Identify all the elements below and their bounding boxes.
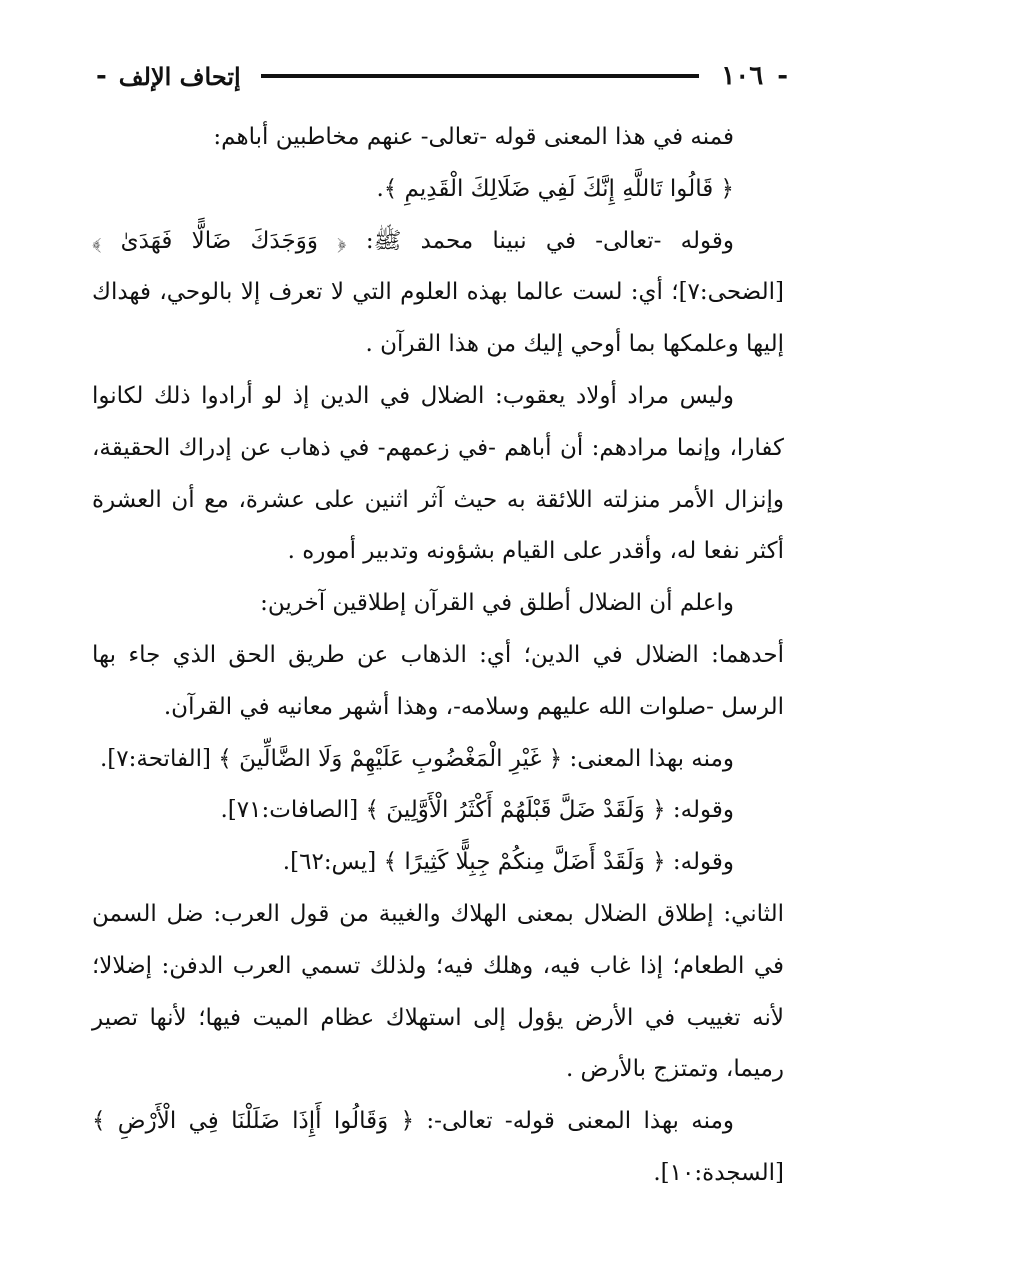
body-text: [92, 112, 784, 1200]
running-title: إتحاف الإلف: [118, 61, 241, 91]
page-number: ١٠٦: [721, 61, 764, 91]
quran-verse: ومنه بهذا المعنى: ﴿ غَيْرِ الْمَغْضُوبِ عَلَيْهِمْ وَلَا الضَّالِّينَ ﴾ [الفاتحة:٧].: [99, 745, 734, 772]
quran-verse: وقوله: ﴿ وَلَقَدْ ضَلَّ قَبْلَهُمْ أَكْثَرُ الْأَوَّلِينَ ﴾ [الصافات:٧١].: [220, 797, 734, 824]
paragraph: فمنه في هذا المعنى قوله -تعالى- عنهم مخاطبين أباهم:: [213, 124, 734, 150]
paragraph: الثاني: إطلاق الضلال بمعنى الهلاك والغيبة من قول العرب: ضل السمن في الطعام؛ إذا غاب فيه، وهلك فيه؛ ولذلك تسمي العرب الدفن: إضلالا؛ لأنه تغييب في الأرض يؤول إلى استهلاك عظام الميت فيها؛ لأنها تصير رميما، وتمتزج بالأرض .: [92, 900, 784, 1083]
paragraph: واعلم أن الضلال أطلق في القرآن إطلاقين آخرين:: [260, 590, 734, 617]
header-dash: -: [96, 61, 107, 91]
quran-verse: وقوله: ﴿ وَلَقَدْ أَضَلَّ مِنكُمْ جِبِلًّا كَثِيرًا ﴾ [يس:٦٢].: [282, 849, 734, 876]
quran-verse: ﴿ قَالُوا تَاللَّهِ إِنَّكَ لَفِي ضَلَالِكَ الْقَدِيمِ ﴾.: [376, 175, 734, 202]
paragraph: أحدهما: الضلال في الدين؛ أي: الذهاب عن طريق الحق الذي جاء بها الرسل -صلوات الله عليهم وسلامه-، وهذا أشهر معانيه في القرآن.: [92, 641, 784, 720]
paragraph: وليس مراد أولاد يعقوب: الضلال في الدين إذ لو أرادوا ذلك لكانوا كفارا، وإنما مرادهم: أن أباهم -في زعمهم- في ذهاب عن إدراك الحقيقة، وإنزال الأمر منزلته اللائقة به حيث آثر اثنين على عشرة، مع أن العشرة أكثر نفعا له، وأقدر على القيام بشؤونه وتدبير أموره .: [92, 382, 784, 565]
paragraph: وقوله -تعالى- في نبينا محمد ﷺ: ﴿ وَوَجَدَكَ ضَالًّا فَهَدَىٰ ﴾ [الضحى:٧]؛ أي: لست عالما بهذه العلوم التي لا تعرف إلا بالوحي، فهداك إليها وعلمكها بما أوحي إليك من هذا القرآن .: [92, 227, 784, 358]
paragraph: ومنه بهذا المعنى قوله- تعالى-: ﴿ وَقَالُوا أَإِذَا ضَلَلْنَا فِي الْأَرْضِ ﴾ [السجدة:١٠].: [92, 1108, 784, 1186]
header-dash: -: [777, 61, 788, 91]
header-rule: [261, 74, 700, 78]
page-header: [92, 56, 792, 96]
